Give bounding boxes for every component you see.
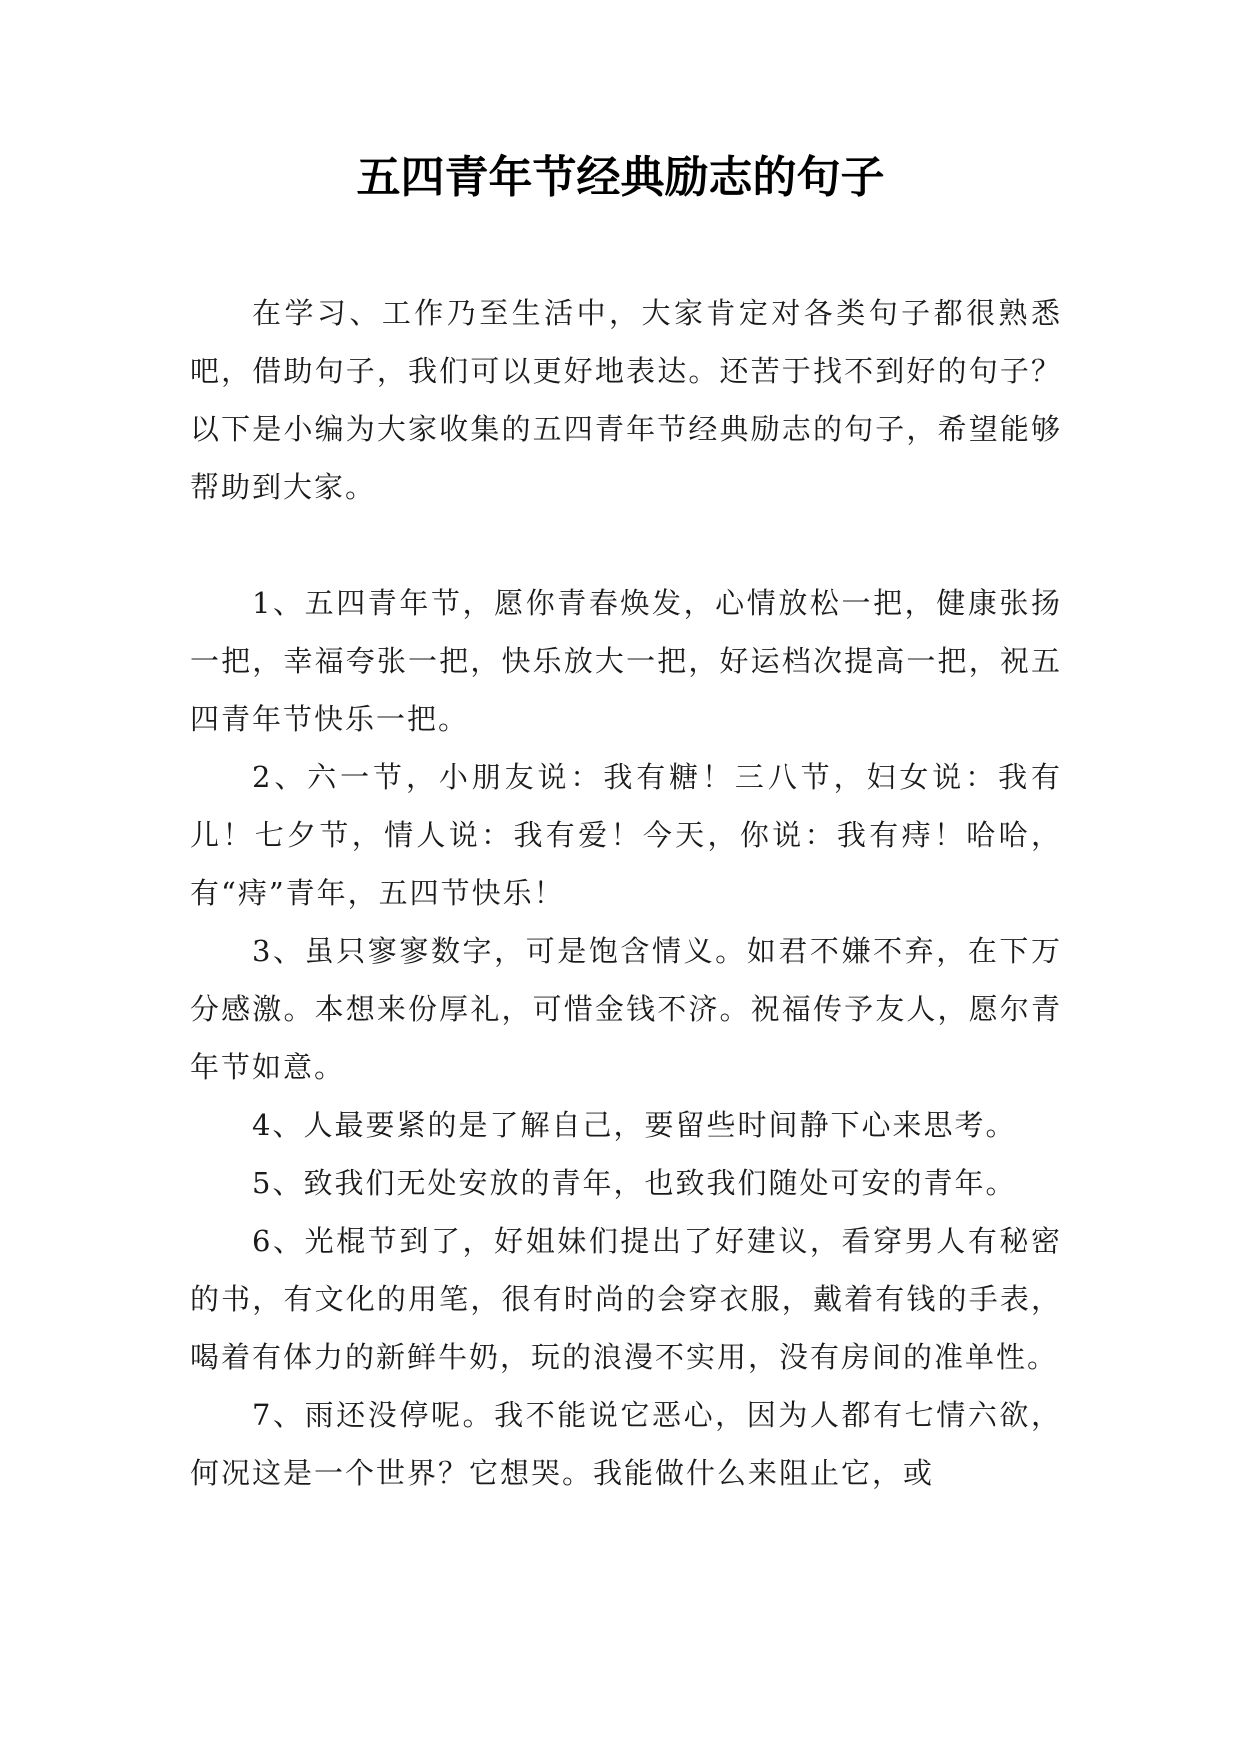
sentence-item-4: 4、人最要紧的是了解自己，要留些时间静下心来思考。 <box>252 1108 1017 1142</box>
sentence-item-5: 5、致我们无处安放的青年，也致我们随处可安的青年。 <box>252 1166 1017 1200</box>
sentence-item-3: 3、虽只寥寥数字，可是饱含情义。如君不嫌不弃，在下万分感激。本想来份厚礼，可惜金钱不济。祝福传予友人，愿尔青年节如意。 <box>190 934 1062 1084</box>
sentence-item-2: 2、六一节，小朋友说：我有糖！三八节，妇女说：我有儿！七夕节，情人说：我有爱！今天，你说：我有痔！哈哈，有“痔”青年，五四节快乐！ <box>190 760 1062 910</box>
document-title: 五四青年节经典励志的句子 <box>356 152 885 203</box>
intro-paragraph: 在学习、工作乃至生活中，大家肯定对各类句子都很熟悉吧，借助句子，我们可以更好地表达。还苦于找不到好的句子？以下是小编为大家收集的五四青年节经典励志的句子，希望能够帮助到大家。 <box>190 296 1062 504</box>
document-body <box>190 284 1062 1502</box>
sentence-item-6: 6、光棍节到了，好姐妹们提出了好建议，看穿男人有秘密的书，有文化的用笔，很有时尚的会穿衣服，戴着有钱的手表，喝着有体力的新鲜牛奶，玩的浪漫不实用，没有房间的准单性。 <box>190 1224 1062 1374</box>
sentence-item-7: 7、雨还没停呢。我不能说它恶心，因为人都有七情六欲，何况这是一个世界？它想哭。我能做什么来阻止它，或 <box>190 1398 1062 1490</box>
sentence-item-1: 1、五四青年节，愿你青春焕发，心情放松一把，健康张扬一把，幸福夸张一把，快乐放大一把，好运档次提高一把，祝五四青年节快乐一把。 <box>190 586 1062 736</box>
